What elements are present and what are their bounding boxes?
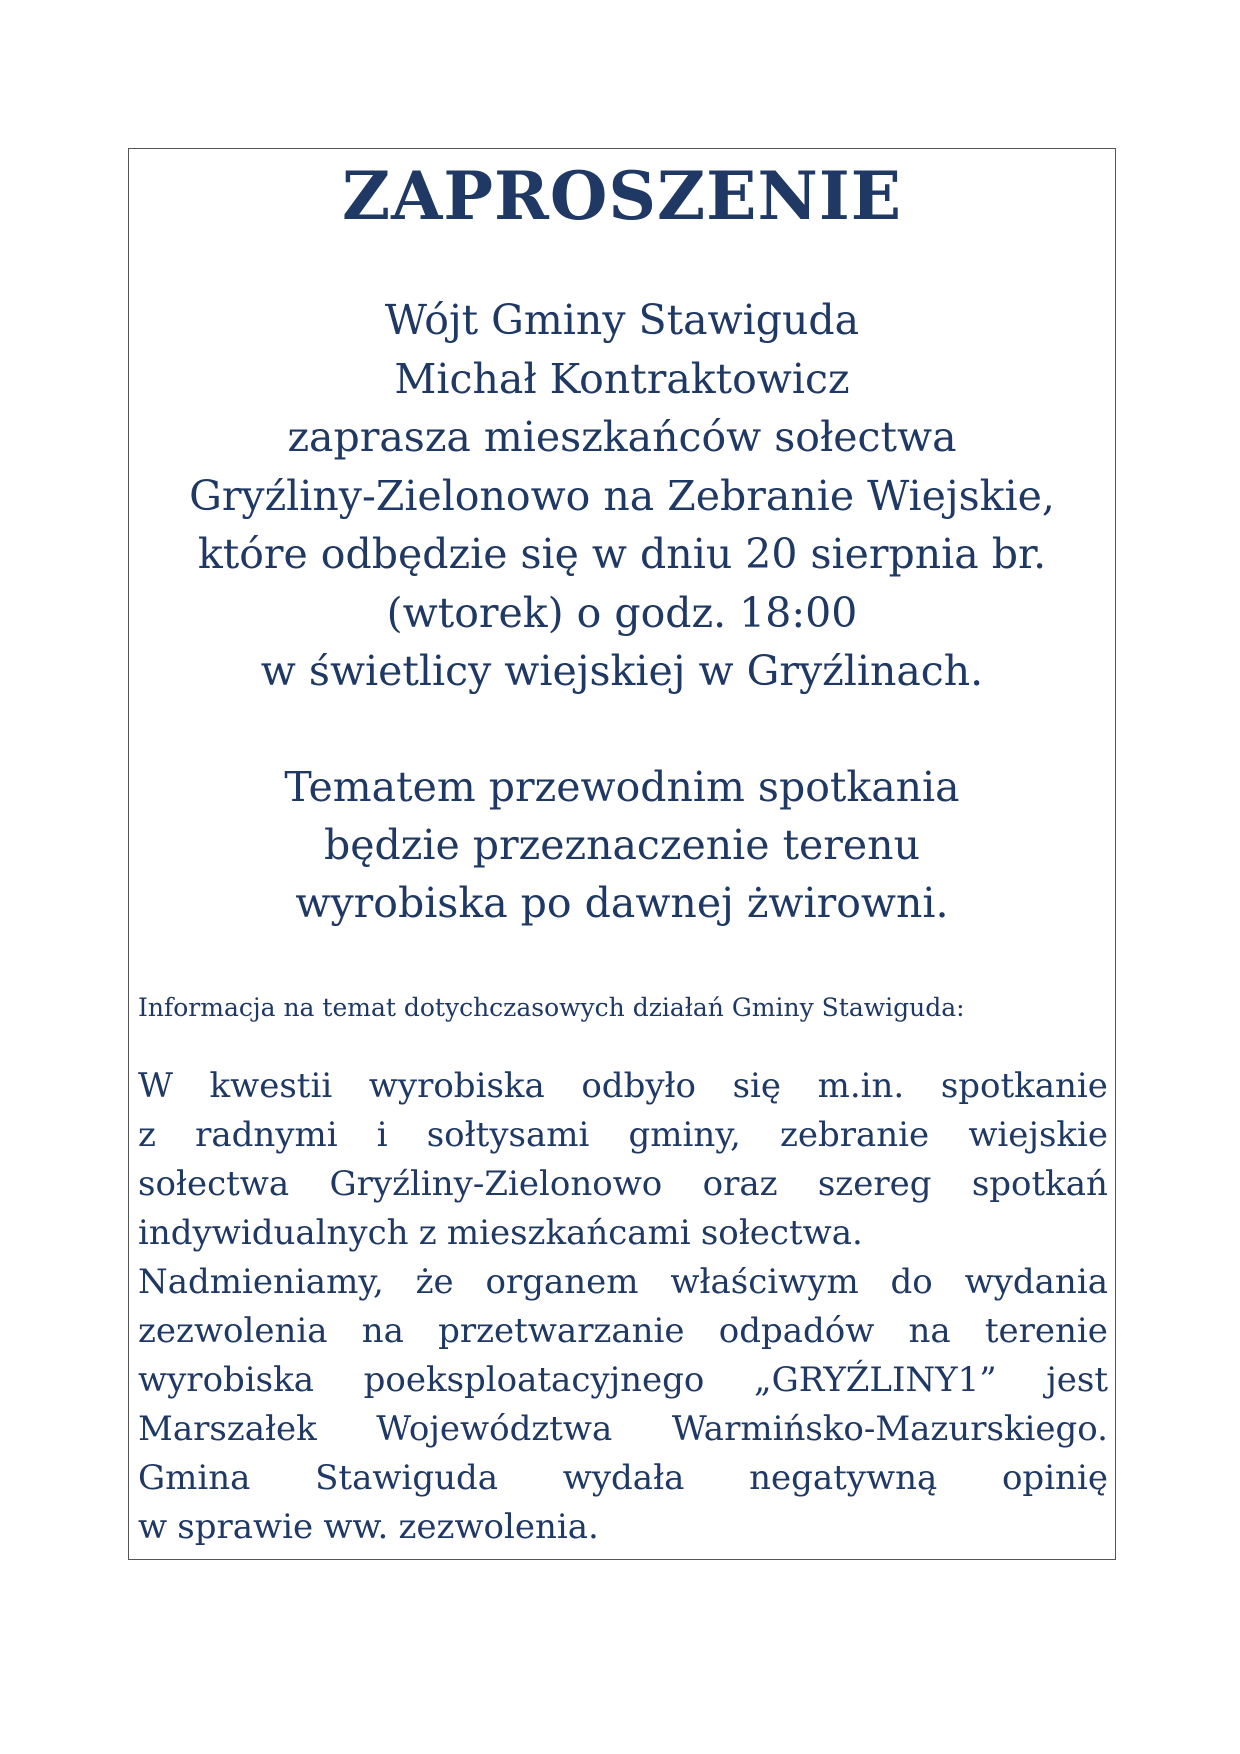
info-word: mieszkańcami — [446, 1213, 691, 1253]
info-line — [138, 1503, 1108, 1552]
info-line — [138, 1405, 1108, 1454]
invitation-frame — [128, 148, 1116, 1560]
meeting-topic — [129, 758, 1115, 932]
info-word: Warmińsko-Mazurskiego. — [671, 1409, 1108, 1449]
info-word: sołectwa — [138, 1164, 290, 1204]
info-word: w — [138, 1507, 168, 1547]
info-word: organem — [485, 1262, 639, 1302]
info-word: do — [890, 1262, 933, 1302]
info-line — [138, 1356, 1108, 1405]
info-word: jest — [1046, 1360, 1108, 1400]
intro-line: w świetlicy wiejskiej w Gryźlinach. — [260, 647, 984, 695]
info-word: zezwolenia — [138, 1311, 328, 1351]
info-word: że — [415, 1262, 454, 1302]
info-word: „GRYŹLINY1” — [753, 1360, 997, 1400]
info-paragraph — [138, 1062, 1108, 1552]
info-word: zebranie — [779, 1115, 930, 1155]
intro-line: które odbędzie się w dniu 20 sierpnia br. — [197, 530, 1047, 578]
info-word: odpadów — [718, 1311, 875, 1351]
info-word: na — [361, 1311, 404, 1351]
info-line — [138, 1160, 1108, 1209]
info-word: ww. — [323, 1507, 389, 1547]
info-word: negatywną — [749, 1458, 938, 1498]
invitation-title: ZAPROSZENIE — [341, 157, 902, 235]
info-word: opinię — [1001, 1458, 1108, 1498]
info-heading: Informacja na temat dotychczasowych działań Gminy Stawiguda: — [138, 993, 965, 1022]
info-word: wyrobiska — [368, 1066, 545, 1106]
info-line — [138, 1454, 1108, 1503]
info-word: sołectwa. — [700, 1213, 863, 1253]
info-line — [138, 1307, 1108, 1356]
info-word: indywidualnych — [138, 1213, 409, 1253]
info-word: wyrobiska — [138, 1360, 314, 1400]
info-word: wydania — [964, 1262, 1108, 1302]
info-word: Nadmieniamy, — [138, 1262, 384, 1302]
info-word: Województwa — [376, 1409, 613, 1449]
info-word: poeksploatacyjnego — [363, 1360, 705, 1400]
info-line — [138, 1258, 1108, 1307]
topic-line: wyrobiska po dawnej żwirowni. — [295, 879, 949, 927]
info-word: sprawie — [177, 1507, 314, 1547]
info-word: właściwym — [670, 1262, 859, 1302]
info-word: Marszałek — [138, 1409, 317, 1449]
intro-line: Michał Kontraktowicz — [394, 354, 850, 403]
info-word: terenie — [984, 1311, 1108, 1351]
info-word: spotkanie — [940, 1066, 1108, 1106]
topic-line: będzie przeznaczenie terenu — [324, 821, 920, 869]
info-word: Gryźliny-Zielonowo — [329, 1164, 663, 1204]
info-word: z — [418, 1213, 437, 1253]
info-line — [138, 1111, 1108, 1160]
info-word: wiejskie — [968, 1115, 1108, 1155]
info-word: spotkań — [971, 1164, 1108, 1204]
intro-line: (wtorek) o godz. 18:00 — [386, 588, 858, 637]
intro-line: Wójt Gminy Stawiguda — [384, 296, 860, 344]
info-word: na — [908, 1311, 951, 1351]
info-line — [138, 1062, 1108, 1111]
info-word: z — [138, 1115, 156, 1155]
info-line — [138, 1209, 1108, 1258]
invitation-intro — [129, 291, 1115, 701]
info-word: kwestii — [209, 1066, 333, 1106]
info-word: się — [732, 1066, 782, 1106]
info-word: radnymi — [195, 1115, 338, 1155]
info-word: zezwolenia. — [398, 1507, 599, 1547]
info-word: W — [138, 1066, 173, 1106]
info-word: oraz — [702, 1164, 778, 1204]
intro-line: zaprasza mieszkańców sołectwa — [287, 413, 957, 461]
intro-line: Gryźliny-Zielonowo na Zebranie Wiejskie, — [189, 471, 1055, 520]
topic-line: Tematem przewodnim spotkania — [284, 763, 960, 811]
info-word: przetwarzanie — [438, 1311, 685, 1351]
info-word: Stawiguda — [315, 1458, 499, 1498]
info-word: Gmina — [138, 1458, 251, 1498]
info-word: wydała — [562, 1458, 685, 1498]
info-word: szereg — [817, 1164, 932, 1204]
info-word: odbyło — [581, 1066, 697, 1106]
info-word: m.in. — [817, 1066, 905, 1106]
info-word: gminy, — [628, 1115, 741, 1155]
info-word: sołtysami — [426, 1115, 590, 1155]
info-word: i — [376, 1115, 388, 1155]
